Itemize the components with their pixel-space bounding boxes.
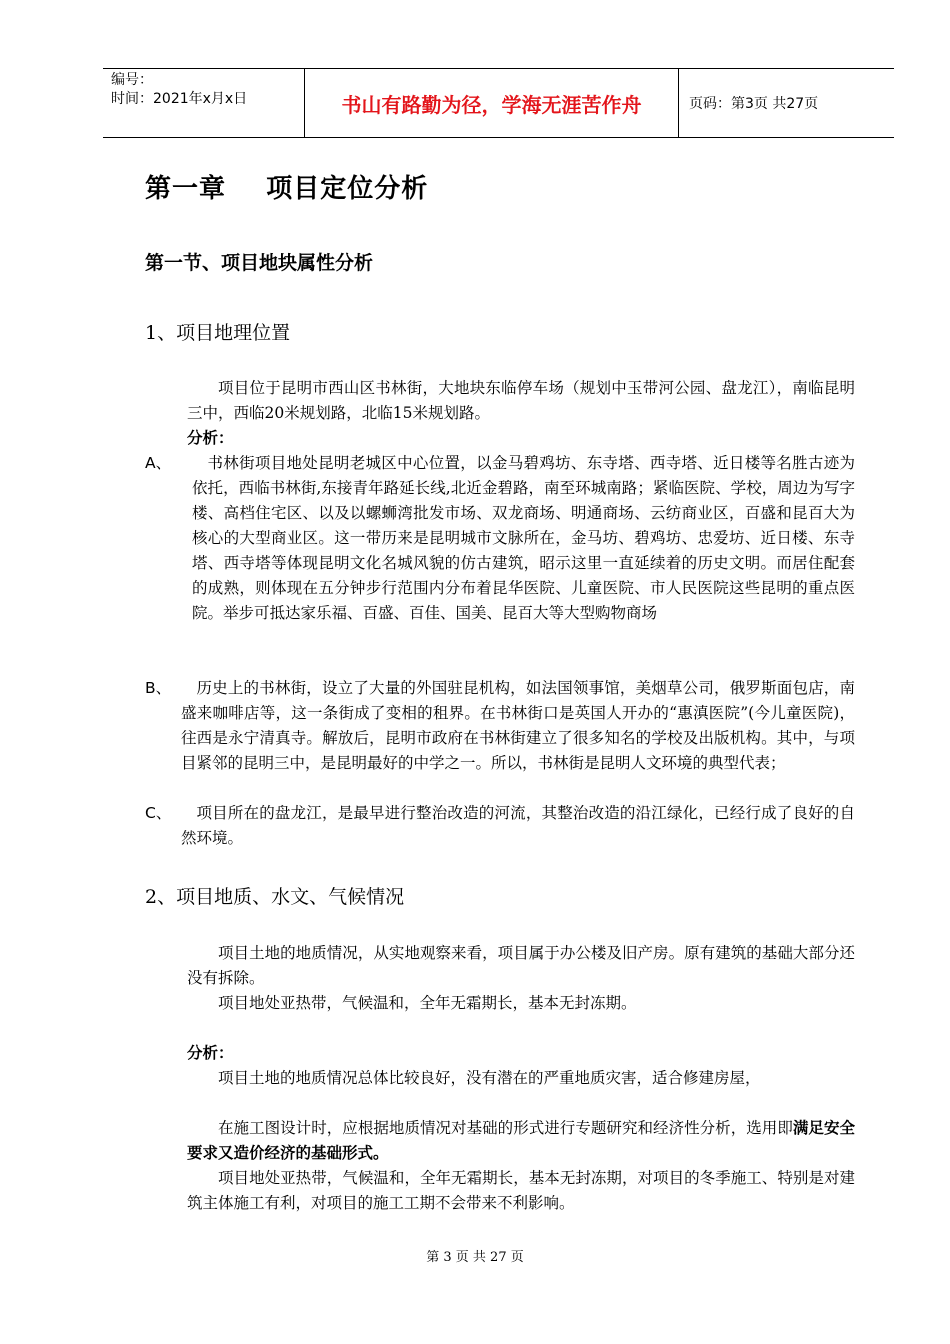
item-c-text: 项目所在的盘龙江，是最早进行整治改造的河流，其整治改造的沿江绿化，已经行成了良好的自然环境。 (181, 804, 855, 847)
analysis-geology: 项目土地的地质情况总体比较良好，没有潜在的严重地质灾害，适合修建房屋， (218, 1069, 761, 1087)
item-a-text: 书林街项目地处昆明老城区中心位置，以金马碧鸡坊、东寺塔、西寺塔、近日楼等名胜古迹为依托，西临书林街,东接青年路延长线,北近金碧路，南至环城南路；紧临医院、学校，周边为写字楼、高档住宅区、以及以螺蛳湾批发市场、双龙商场、明通商场、云纺商业区，百盛和昆百大为核心的大型商业区。这一带历来是昆明城市文脉所在，金马坊、碧鸡坊、忠爱坊、近日楼、东寺塔、西寺塔等体现昆明文化名城风貌的仿古建筑，昭示这里一直延续着的历史文明。而居住配套的成熟，则体现在五分钟步行范围内分布着昆华医院、儿童医院、市人民医院这些昆明的重点医院。举步可抵达家乐福、百盛、百佳、国美、昆百大等大型购物商场 (192, 454, 855, 622)
time-label: 时间：2021年x月x日 (111, 91, 248, 107)
item-b-text: 历史上的书林街，设立了大量的外国驻昆机构，如法国领事馆，美烟草公司，俄罗斯面包店，南盛来咖啡店等，这一条街成了变相的租界。在书林街口是英国人开办的“惠滇医院”(今儿童医院)，往西是永宁清真寺。解放后，昆明市政府在书林街建立了很多知名的学校及出版机构。其中，与项目紧邻的昆明三中，是昆明最好的中学之一。所以，书林街是昆明人文环境的典型代表； (181, 679, 855, 772)
page-footer: 第 3 页 共 27 页 (426, 1250, 524, 1265)
header-motto: 书山有路勤为径，学海无涯苦作舟 (305, 69, 679, 137)
page-header (103, 68, 894, 138)
climate-paragraph: 项目地处亚热带，气候温和，全年无霜期长，基本无封冻期。 (218, 994, 637, 1012)
item-b-marker: B、 (145, 679, 172, 697)
location-intro: 项目位于昆明市西山区书林街，大地块东临停车场（规划中玉带河公园、盘龙江），南临昆明三中，西临20米规划路，北临15米规划路。 (187, 379, 855, 422)
header-meta (103, 69, 305, 137)
analysis-foundation (187, 1116, 855, 1166)
geology-paragraph: 项目土地的地质情况，从实地观察来看，项目属于办公楼及旧产房。原有建筑的基础大部分还没有拆除。 (187, 944, 855, 987)
analysis-label-1: 分析： (187, 429, 234, 447)
item-c-marker: C、 (145, 804, 172, 822)
item-a-marker: A、 (145, 454, 172, 472)
analysis-label-2: 分析： (187, 1044, 234, 1062)
number-label: 编号： (111, 72, 153, 88)
analysis-climate: 项目地处亚热带，气候温和，全年无霜期长，基本无封冻期，对项目的冬季施工、特别是对建筑主体施工有利，对项目的施工工期不会带来不利影响。 (187, 1169, 855, 1212)
analysis-foundation-text: 在施工图设计时，应根据地质情况对基础的形式进行专题研究和经济性分析，选用即 (218, 1119, 793, 1137)
chapter-title: 第一章 项目定位分析 (145, 174, 429, 204)
subsection-2-title: 2、项目地质、水文、气候情况 (145, 886, 405, 908)
subsection-1-title: 1、项目地理位置 (145, 322, 291, 344)
header-page-info: 页码：第3页 共27页 (689, 96, 819, 112)
analysis-foundation-emphasis: 满足安全要求又造价经济的基础形式。 (187, 1119, 855, 1162)
section-title: 第一节、项目地块属性分析 (145, 252, 374, 274)
